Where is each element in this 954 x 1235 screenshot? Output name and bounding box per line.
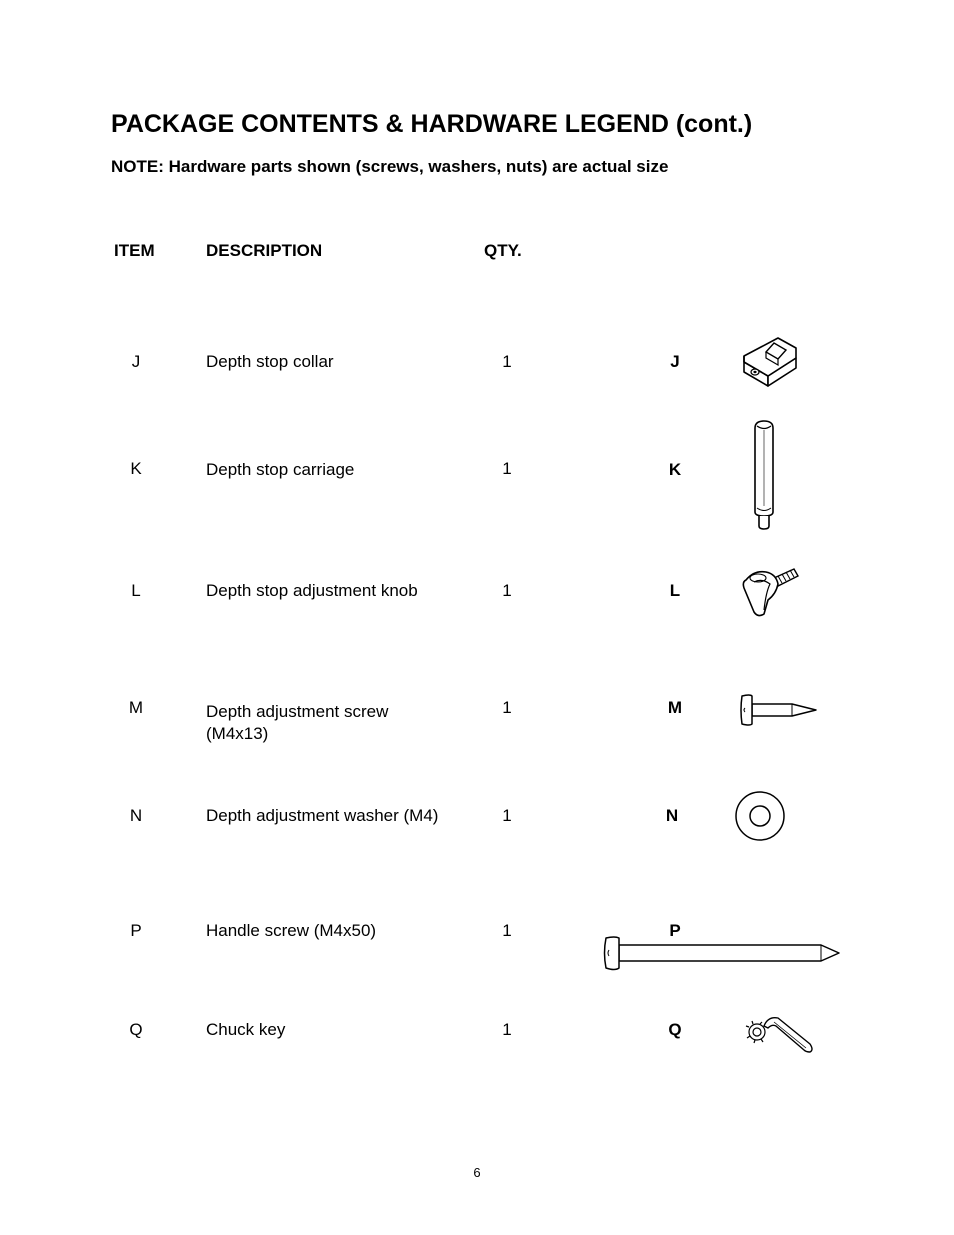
- handle-screw-icon: [601, 934, 845, 974]
- item-description: Chuck key: [206, 1020, 286, 1039]
- item-description: Depth adjustment screw: [206, 702, 389, 721]
- column-header-item: ITEM: [114, 241, 155, 260]
- item-quantity: 1: [502, 1020, 512, 1039]
- part-label: K: [668, 460, 682, 479]
- item-description: Depth stop adjustment knob: [206, 581, 418, 600]
- item-description: Depth stop carriage: [206, 460, 355, 479]
- item-description: Handle screw (M4x50): [206, 921, 377, 940]
- item-letter: K: [130, 459, 142, 478]
- column-header-description: DESCRIPTION: [206, 241, 323, 260]
- depth-stop-collar-icon: [738, 334, 804, 392]
- part-label: P: [669, 921, 681, 940]
- item-letter: Q: [129, 1020, 143, 1039]
- item-letter: N: [129, 806, 143, 825]
- item-quantity: 1: [502, 698, 512, 717]
- item-description: Depth stop collar: [206, 352, 334, 371]
- item-quantity: 1: [502, 806, 512, 825]
- washer-icon: [733, 789, 787, 843]
- item-quantity: 1: [502, 581, 512, 600]
- part-label: Q: [668, 1020, 682, 1039]
- item-quantity: 1: [502, 459, 512, 478]
- adjustment-knob-icon: [740, 564, 804, 620]
- item-description-line-2: (M4x13): [206, 724, 269, 743]
- column-header-qty: QTY.: [484, 241, 522, 260]
- item-letter: J: [131, 352, 141, 371]
- part-label: N: [665, 806, 679, 825]
- page-title: PACKAGE CONTENTS & HARDWARE LEGEND (cont.): [111, 110, 753, 138]
- item-description: Depth adjustment washer (M4): [206, 806, 439, 825]
- item-letter: L: [131, 581, 141, 600]
- item-quantity: 1: [502, 921, 512, 940]
- size-note: NOTE: Hardware parts shown (screws, washers, nuts) are actual size: [111, 157, 669, 176]
- item-letter: M: [128, 698, 144, 717]
- screw-m4x13-icon: [736, 690, 820, 730]
- page-number: 6: [473, 1165, 481, 1180]
- part-label: M: [667, 698, 683, 717]
- part-label: J: [670, 352, 680, 371]
- chuck-key-icon: [744, 1010, 818, 1056]
- depth-stop-carriage-icon: [748, 418, 782, 534]
- part-label: L: [669, 581, 681, 600]
- item-quantity: 1: [502, 352, 512, 371]
- item-letter: P: [130, 921, 142, 940]
